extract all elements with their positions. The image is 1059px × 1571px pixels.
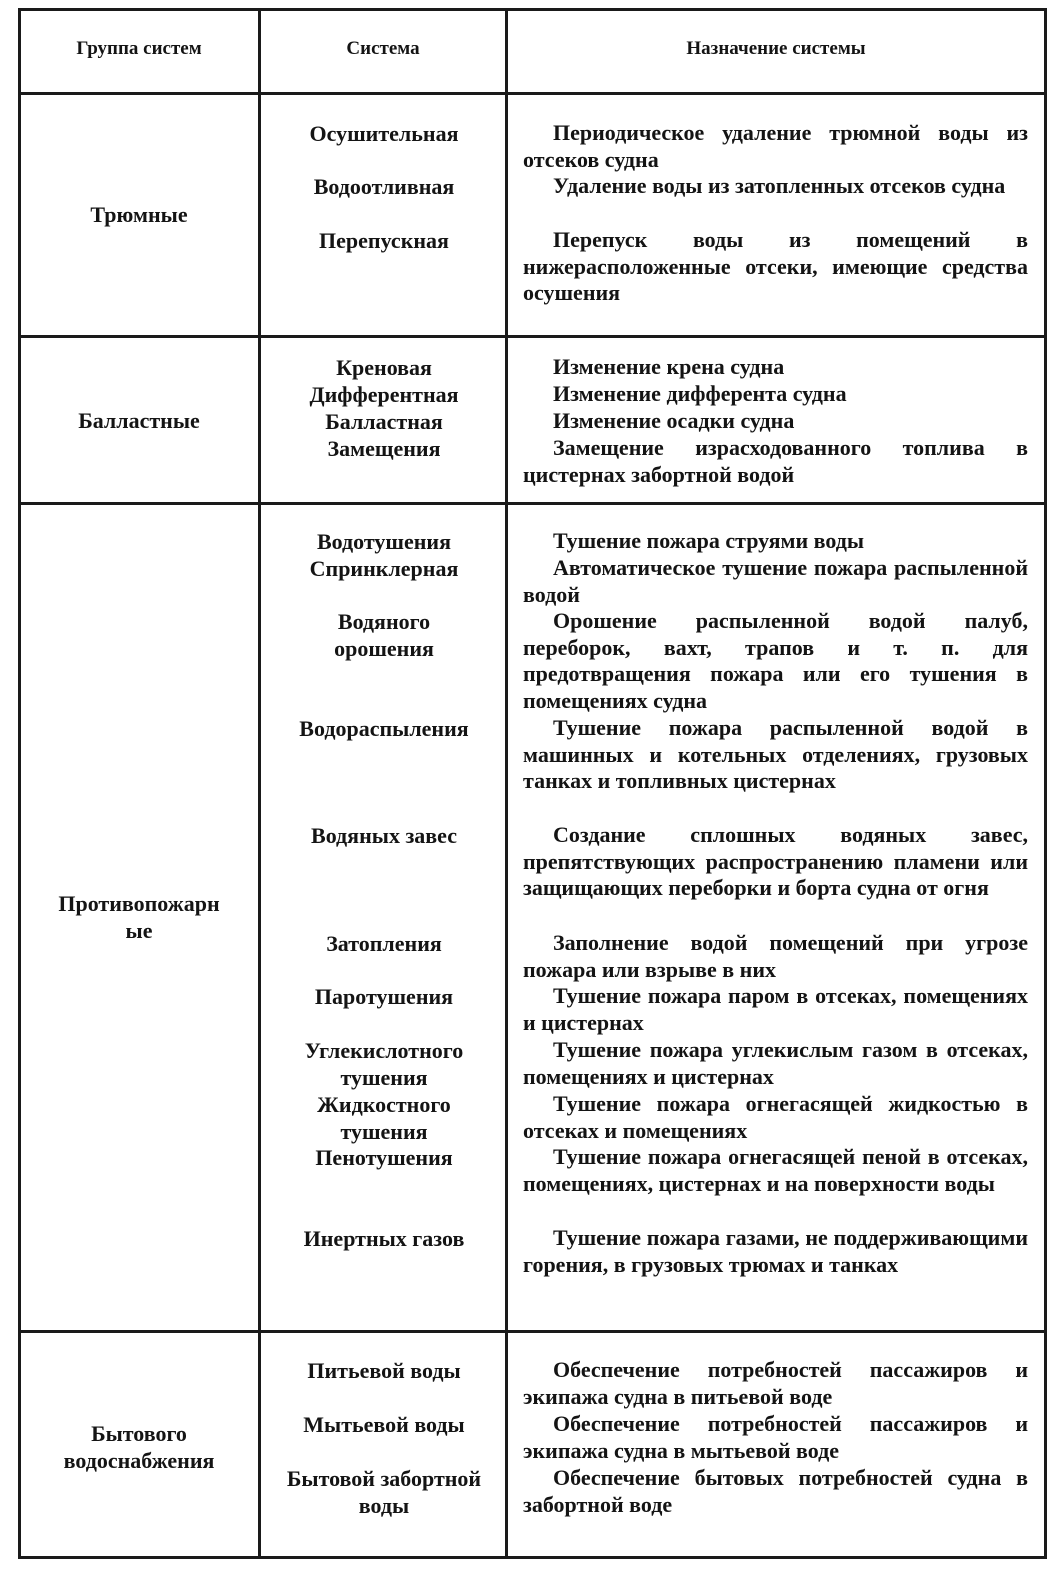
purpose-water-atomization: Тушение пожара распыленной водой в машинных и котельных отделениях, грузовых танках и топливных цистернах: [523, 715, 1028, 793]
system-water-curtain: Водяных завес: [311, 823, 457, 848]
purpose-heel: Изменение крена судна: [553, 354, 785, 379]
system-heel: Креновая: [336, 355, 432, 380]
system-replacement: Замещения: [327, 436, 441, 461]
purpose-ballast: Изменение осадки судна: [553, 408, 795, 433]
system-inert-gas: Инертных газов: [303, 1226, 465, 1251]
system-domestic-seawater: Бытовой забортной воды: [286, 1466, 482, 1518]
system-flooding: Затопления: [326, 931, 442, 956]
row-divider-1: [18, 335, 1047, 338]
system-water-spray-irrigation: Водяного орошения: [334, 609, 434, 661]
purpose-water-removal: Удаление воды из затопленных отсеков судна: [553, 173, 1006, 198]
system-sprinkler: Спринклерная: [309, 556, 459, 581]
system-water-fire: Водотушения: [317, 529, 451, 554]
purpose-inert-gas: Тушение пожара газами, не поддерживающими горения, в грузовых трюмах и танках: [523, 1225, 1028, 1277]
column-divider-1: [258, 8, 261, 1559]
system-washing-water: Мытьевой воды: [303, 1412, 465, 1437]
column-divider-2: [505, 8, 508, 1559]
purpose-flooding: Заполнение водой помещений при угрозе пожара или взрыве в них: [523, 930, 1028, 982]
purpose-drinking-water: Обеспечение потребностей пассажиров и экипажа судна в питьевой воде: [523, 1357, 1028, 1409]
system-foam: Пенотушения: [315, 1145, 453, 1170]
row-divider-2: [18, 502, 1047, 505]
table-bottom-border: [18, 1556, 1047, 1559]
header-system: Система: [346, 38, 420, 59]
system-liquid: Жидкостного тушения: [317, 1092, 451, 1144]
system-water-removal: Водоотливная: [313, 174, 455, 199]
purpose-water-fire: Тушение пожара струями воды: [553, 528, 865, 553]
system-water-atomization: Водораспыления: [299, 716, 469, 741]
purpose-washing-water: Обеспечение потребностей пассажиров и экипажа судна в мытьевой воде: [523, 1411, 1028, 1463]
purpose-replacement: Замещение израсходованного топлива в цистернах забортной водой: [523, 435, 1028, 487]
system-steam: Паротушения: [314, 984, 454, 1009]
purpose-domestic-seawater: Обеспечение бытовых потребностей судна в забортной воде: [523, 1465, 1028, 1517]
purpose-trim: Изменение дифферента судна: [553, 381, 847, 406]
purpose-steam: Тушение пожара паром в отсеках, помещениях и цистернах: [523, 983, 1028, 1035]
header-purpose: Назначение системы: [686, 38, 866, 59]
table-left-border: [18, 8, 21, 1559]
header-divider: [18, 92, 1047, 95]
purpose-co2: Тушение пожара углекислым газом в отсеках, помещениях и цистернах: [523, 1037, 1028, 1089]
group-domestic-water: Бытового водоснабжения: [63, 1421, 215, 1473]
purpose-liquid: Тушение пожара огнегасящей жидкостью в отсеках и помещениях: [523, 1091, 1028, 1143]
header-group: Группа систем: [76, 38, 202, 59]
group-bilge: Трюмные: [90, 202, 188, 227]
table-right-border: [1044, 8, 1047, 1559]
group-ballast: Балластные: [78, 408, 200, 433]
table-top-border: [18, 8, 1047, 11]
system-draining: Осушительная: [309, 121, 459, 146]
purpose-water-spray-irrigation: Орошение распыленной водой палуб, переборок, вахт, трапов и т. п. для предотвращения пожара или его тушения в помещениях судна: [523, 608, 1028, 713]
system-drinking-water: Питьевой воды: [307, 1358, 461, 1383]
system-ballast: Балластная: [325, 409, 443, 434]
purpose-bypass: Перепуск воды из помещений в нижерасположенные отсеки, имеющие средства осушения: [523, 227, 1028, 305]
purpose-sprinkler: Автоматическое тушение пожара распыленной водой: [523, 555, 1028, 607]
system-co2: Углекислотного тушения: [304, 1038, 464, 1090]
system-bypass: Перепускная: [319, 228, 449, 253]
purpose-water-curtain: Создание сплошных водяных завес, препятствующих распространению пламени или защищающих переборки и борта судна от огня: [523, 822, 1028, 900]
group-firefighting: Противопожарные: [58, 891, 220, 943]
purpose-draining: Периодическое удаление трюмной воды из отсеков судна: [523, 120, 1028, 172]
row-divider-3: [18, 1330, 1047, 1333]
system-trim: Дифферентная: [309, 382, 459, 407]
purpose-foam: Тушение пожара огнегасящей пеной в отсеках, помещениях, цистернах и на поверхности воды: [523, 1144, 1028, 1196]
